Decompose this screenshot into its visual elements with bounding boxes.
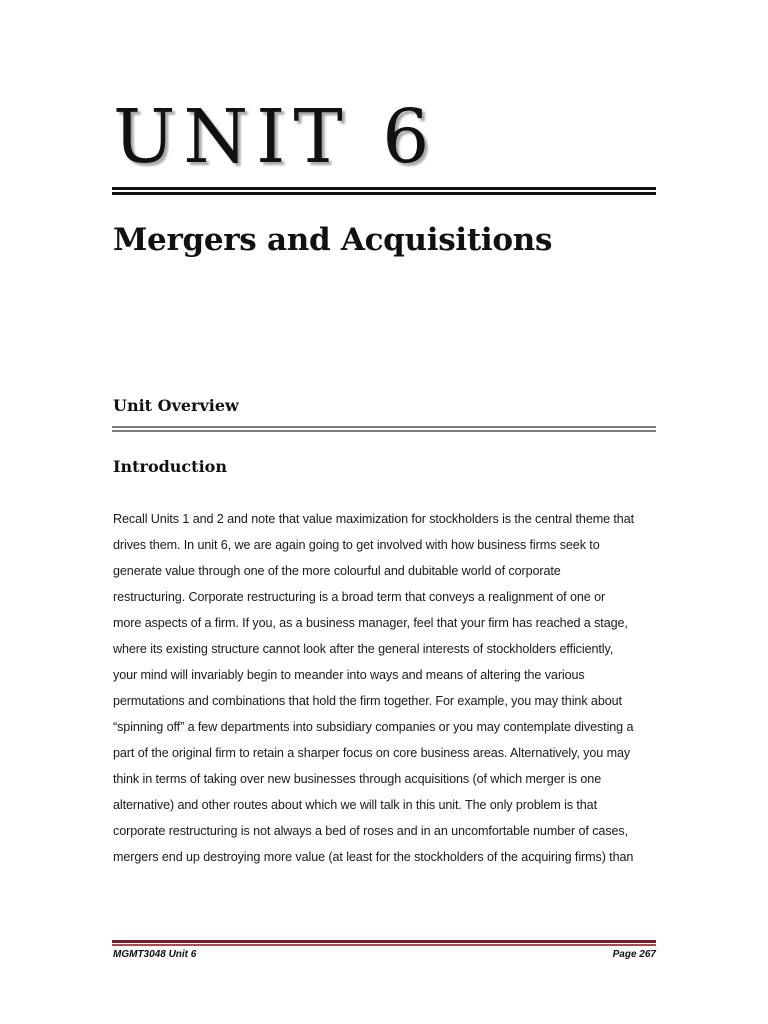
paragraph-line: more aspects of a firm. If you, as a business manager, feel that your firm has reached a stage, <box>113 616 628 630</box>
paragraph-line: generate value through one of the more colourful and dubitable world of corporate <box>113 564 561 578</box>
introduction-paragraph <box>113 506 657 870</box>
paragraph-line: drives them. In unit 6, we are again going to get involved with how business firms seek to <box>113 538 600 552</box>
paragraph-line: alternative) and other routes about which we will talk in this unit. The only problem is that <box>113 798 597 812</box>
paragraph-line: permutations and combinations that hold the firm together. For example, you may think about <box>113 694 622 708</box>
paragraph-line: where its existing structure cannot look after the general interests of stockholders efficiently, <box>113 642 614 656</box>
overview-rule-top <box>112 426 656 428</box>
title-rule-bottom <box>112 192 656 195</box>
footer-rule-bottom <box>112 944 656 946</box>
paragraph-line: restructuring. Corporate restructuring is a broad term that conveys a realignment of one or <box>113 590 606 604</box>
paragraph-line: mergers end up destroying more value (at least for the stockholders of the acquiring firms) than <box>113 850 634 864</box>
chapter-title: Mergers and Acquisitions <box>113 222 553 258</box>
footer-course-code: MGMT3048 Unit 6 <box>113 949 197 960</box>
footer-rule-top <box>112 940 656 943</box>
introduction-heading: Introduction <box>113 457 227 476</box>
paragraph-line: Recall Units 1 and 2 and note that value maximization for stockholders is the central theme that <box>113 512 635 526</box>
unit-title: UNIT 6 <box>113 94 438 180</box>
unit-overview-heading: Unit Overview <box>113 396 239 415</box>
overview-rule-bottom <box>112 430 656 432</box>
paragraph-line: corporate restructuring is not always a bed of roses and in an uncomfortable number of cases, <box>113 824 629 838</box>
paragraph-line: “spinning off” a few departments into subsidiary companies or you may contemplate divesting a <box>113 720 634 734</box>
paragraph-line: part of the original firm to retain a sharper focus on core business areas. Alternatively, you may <box>113 746 631 760</box>
footer-page-number: Page 267 <box>612 949 656 960</box>
paragraph-line: your mind will invariably begin to meander into ways and means of altering the various <box>113 668 585 682</box>
title-rule-top <box>112 187 656 190</box>
paragraph-line: think in terms of taking over new businesses through acquisitions (of which merger is one <box>113 772 602 786</box>
